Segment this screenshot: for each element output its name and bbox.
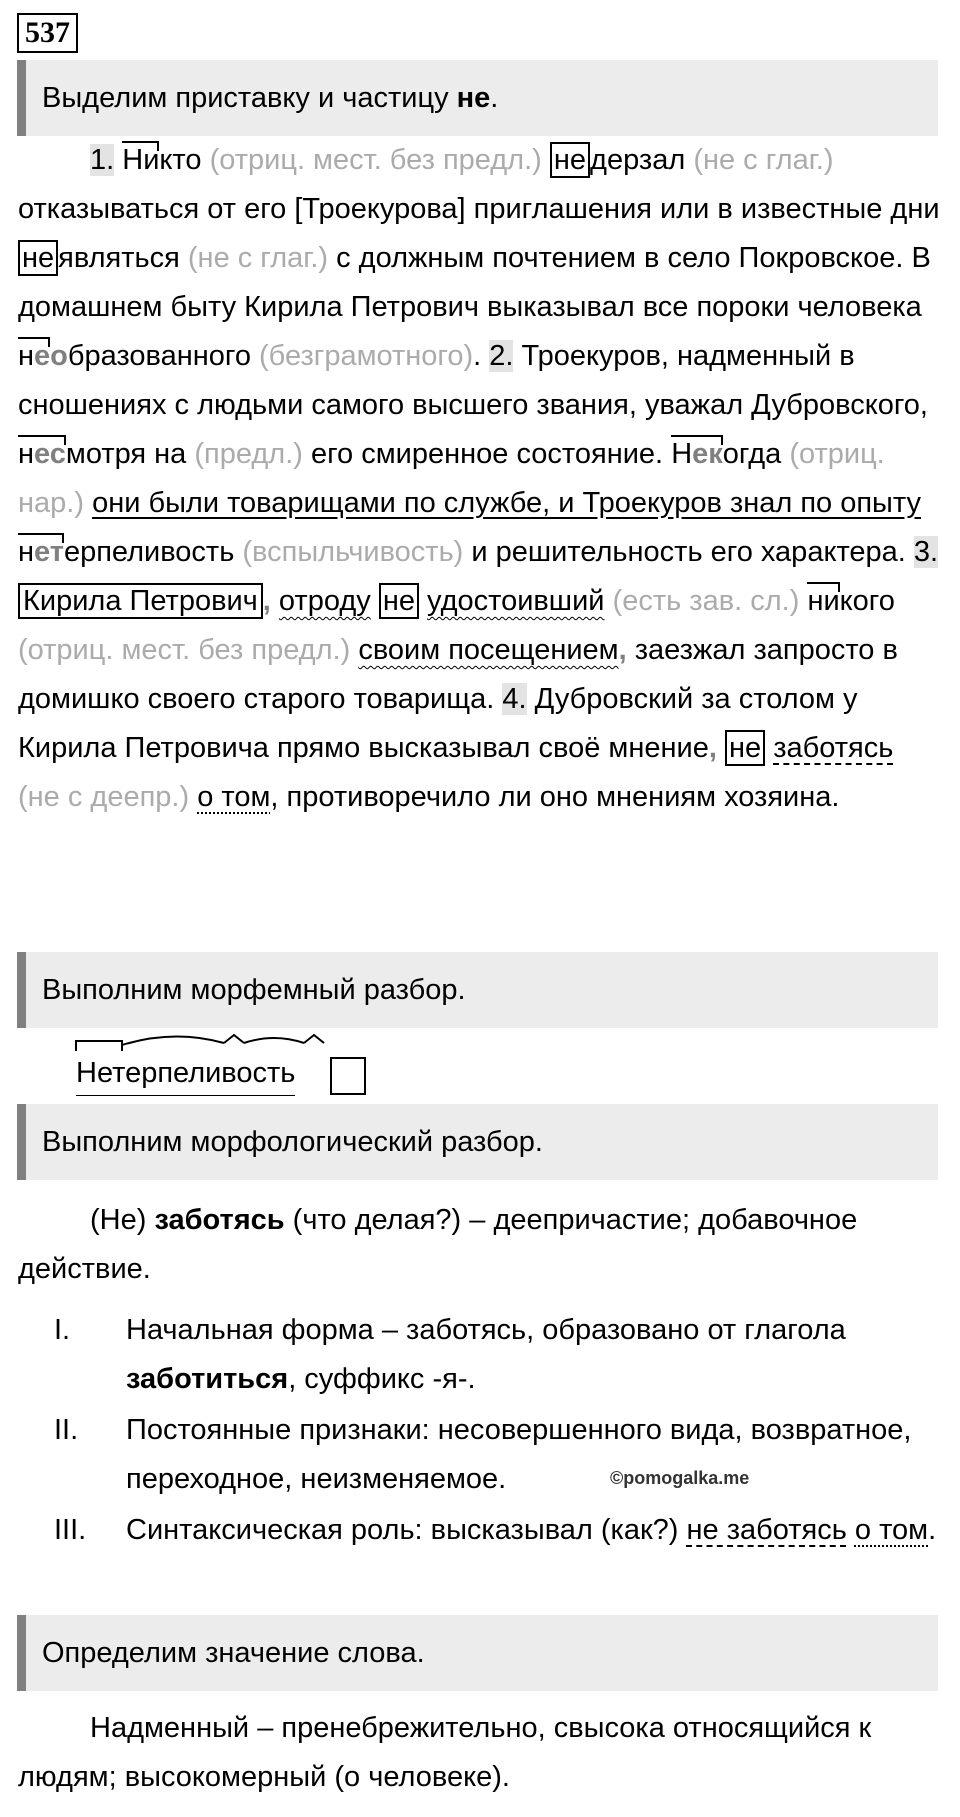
adverb: отроду (278, 585, 371, 617)
grammar-note: (вспыльчивость) (242, 536, 464, 568)
particle-box: не (725, 730, 765, 766)
list-item: III. Синтаксическая роль: высказывал (как?) не заботясь о том. (54, 1514, 937, 1546)
particle-box: не (550, 142, 590, 178)
morpheme-word: Нетерпеливость (76, 1053, 295, 1096)
meaning-text: Надменный – пренебрежительно, свысока относящийся к людям; высокомерный (о человеке). (18, 1712, 872, 1793)
prefix-mark: нес (18, 438, 66, 470)
section-header-morphology: Выполним морфологический разбор. (17, 1104, 938, 1180)
section-header-prefix-particle: Выделим приставку и частицу не. (17, 60, 938, 136)
grammar-note: (предл.) (194, 438, 303, 470)
morphology-list (0, 1306, 960, 1555)
section-header-morpheme: Выполним морфемный разбор. (17, 952, 938, 1028)
prefix-mark: Нек (671, 438, 723, 470)
grammar-note: (безграмотного) (259, 340, 474, 372)
particle-box: не (379, 583, 419, 619)
sentence-number: 2. (489, 340, 514, 372)
morphology-intro: (Не) заботясь (что делая?) – деепричастие; добавочное действие. (18, 1204, 858, 1285)
task-number: 537 (17, 13, 78, 53)
sentence-number: 1. (90, 144, 115, 176)
prefix-mark: Ни (122, 144, 160, 176)
grammar-note: (не с деепр.) (18, 781, 190, 813)
morpheme-marks (74, 1031, 374, 1055)
grammar-note: (отриц. нар.) (18, 438, 885, 519)
zero-ending-box (330, 1057, 366, 1095)
sentence-number: 4. (502, 683, 527, 715)
grammar-note: (отриц. мест. без предл.) (18, 634, 351, 666)
list-item: II. Постоянные признаки: несовершенного вида, возвратное, переходное, неизменяемое. (54, 1414, 912, 1495)
gerund: заботясь (773, 732, 894, 764)
participle: удостоивший (427, 585, 605, 617)
gerund-object: о том (197, 781, 271, 813)
watermark: ©pomogalka.me (610, 1468, 750, 1488)
prefix-mark: нет (18, 536, 64, 568)
grammar-note: (не с глаг.) (693, 144, 834, 176)
section-header-meaning: Определим значение слова. (17, 1615, 938, 1691)
list-item: I. Начальная форма – заботясь, образовано от глагола заботиться, суффикс -я-. (54, 1314, 846, 1395)
particle-box: не (18, 240, 58, 276)
subject: они были товарищами по службе, и Троекуров знал по опыту (92, 487, 922, 519)
grammar-note: (есть зав. сл.) (612, 585, 800, 617)
grammar-note: (отриц. мест. без предл.) (209, 144, 542, 176)
participle-object: своим посещением (358, 634, 619, 666)
prefix-mark: ни (807, 585, 840, 617)
morpheme-analysis (74, 1031, 374, 1101)
main-text: 1. Никто (отриц. мест. без предл.) не дерзал (не с глаг.) отказываться от его [Троекурова] приглашения или в известные дни не являться (не с глаг.) с должным почтением в село Покровское. В домашнем быту Кирила Петрович выказывал все пороки человека необразованного (безграмотного). 2. Троекуров, надменный в сношениях с людьми самого высшего звания, уважал Дубровского, несмотря на (предл.) его смиренное состояние. Некогда (отриц. нар.) они были товарищами по службе, и Троекуров знал по опыту нетерпеливость (вспыльчивость) и решительность его характера. 3. Кирила Петрович , отроду не удостоивший (есть зав. сл.) никого (отриц. мест. без предл.) своим посещением, заезжал запросто в домишко своего старого товарища. 4. Дубровский за столом у Кирила Петровича прямо высказывал своё мнение, не заботясь (не с деепр.) о том, противоречило ли оно мнениям хозяина. (18, 144, 940, 813)
sentence-number: 3. (913, 536, 939, 568)
prefix-mark: не (18, 340, 51, 372)
grammar-note: (не с глаг.) (187, 242, 329, 274)
participle-phrase-head: Кирила Петрович (18, 583, 263, 619)
